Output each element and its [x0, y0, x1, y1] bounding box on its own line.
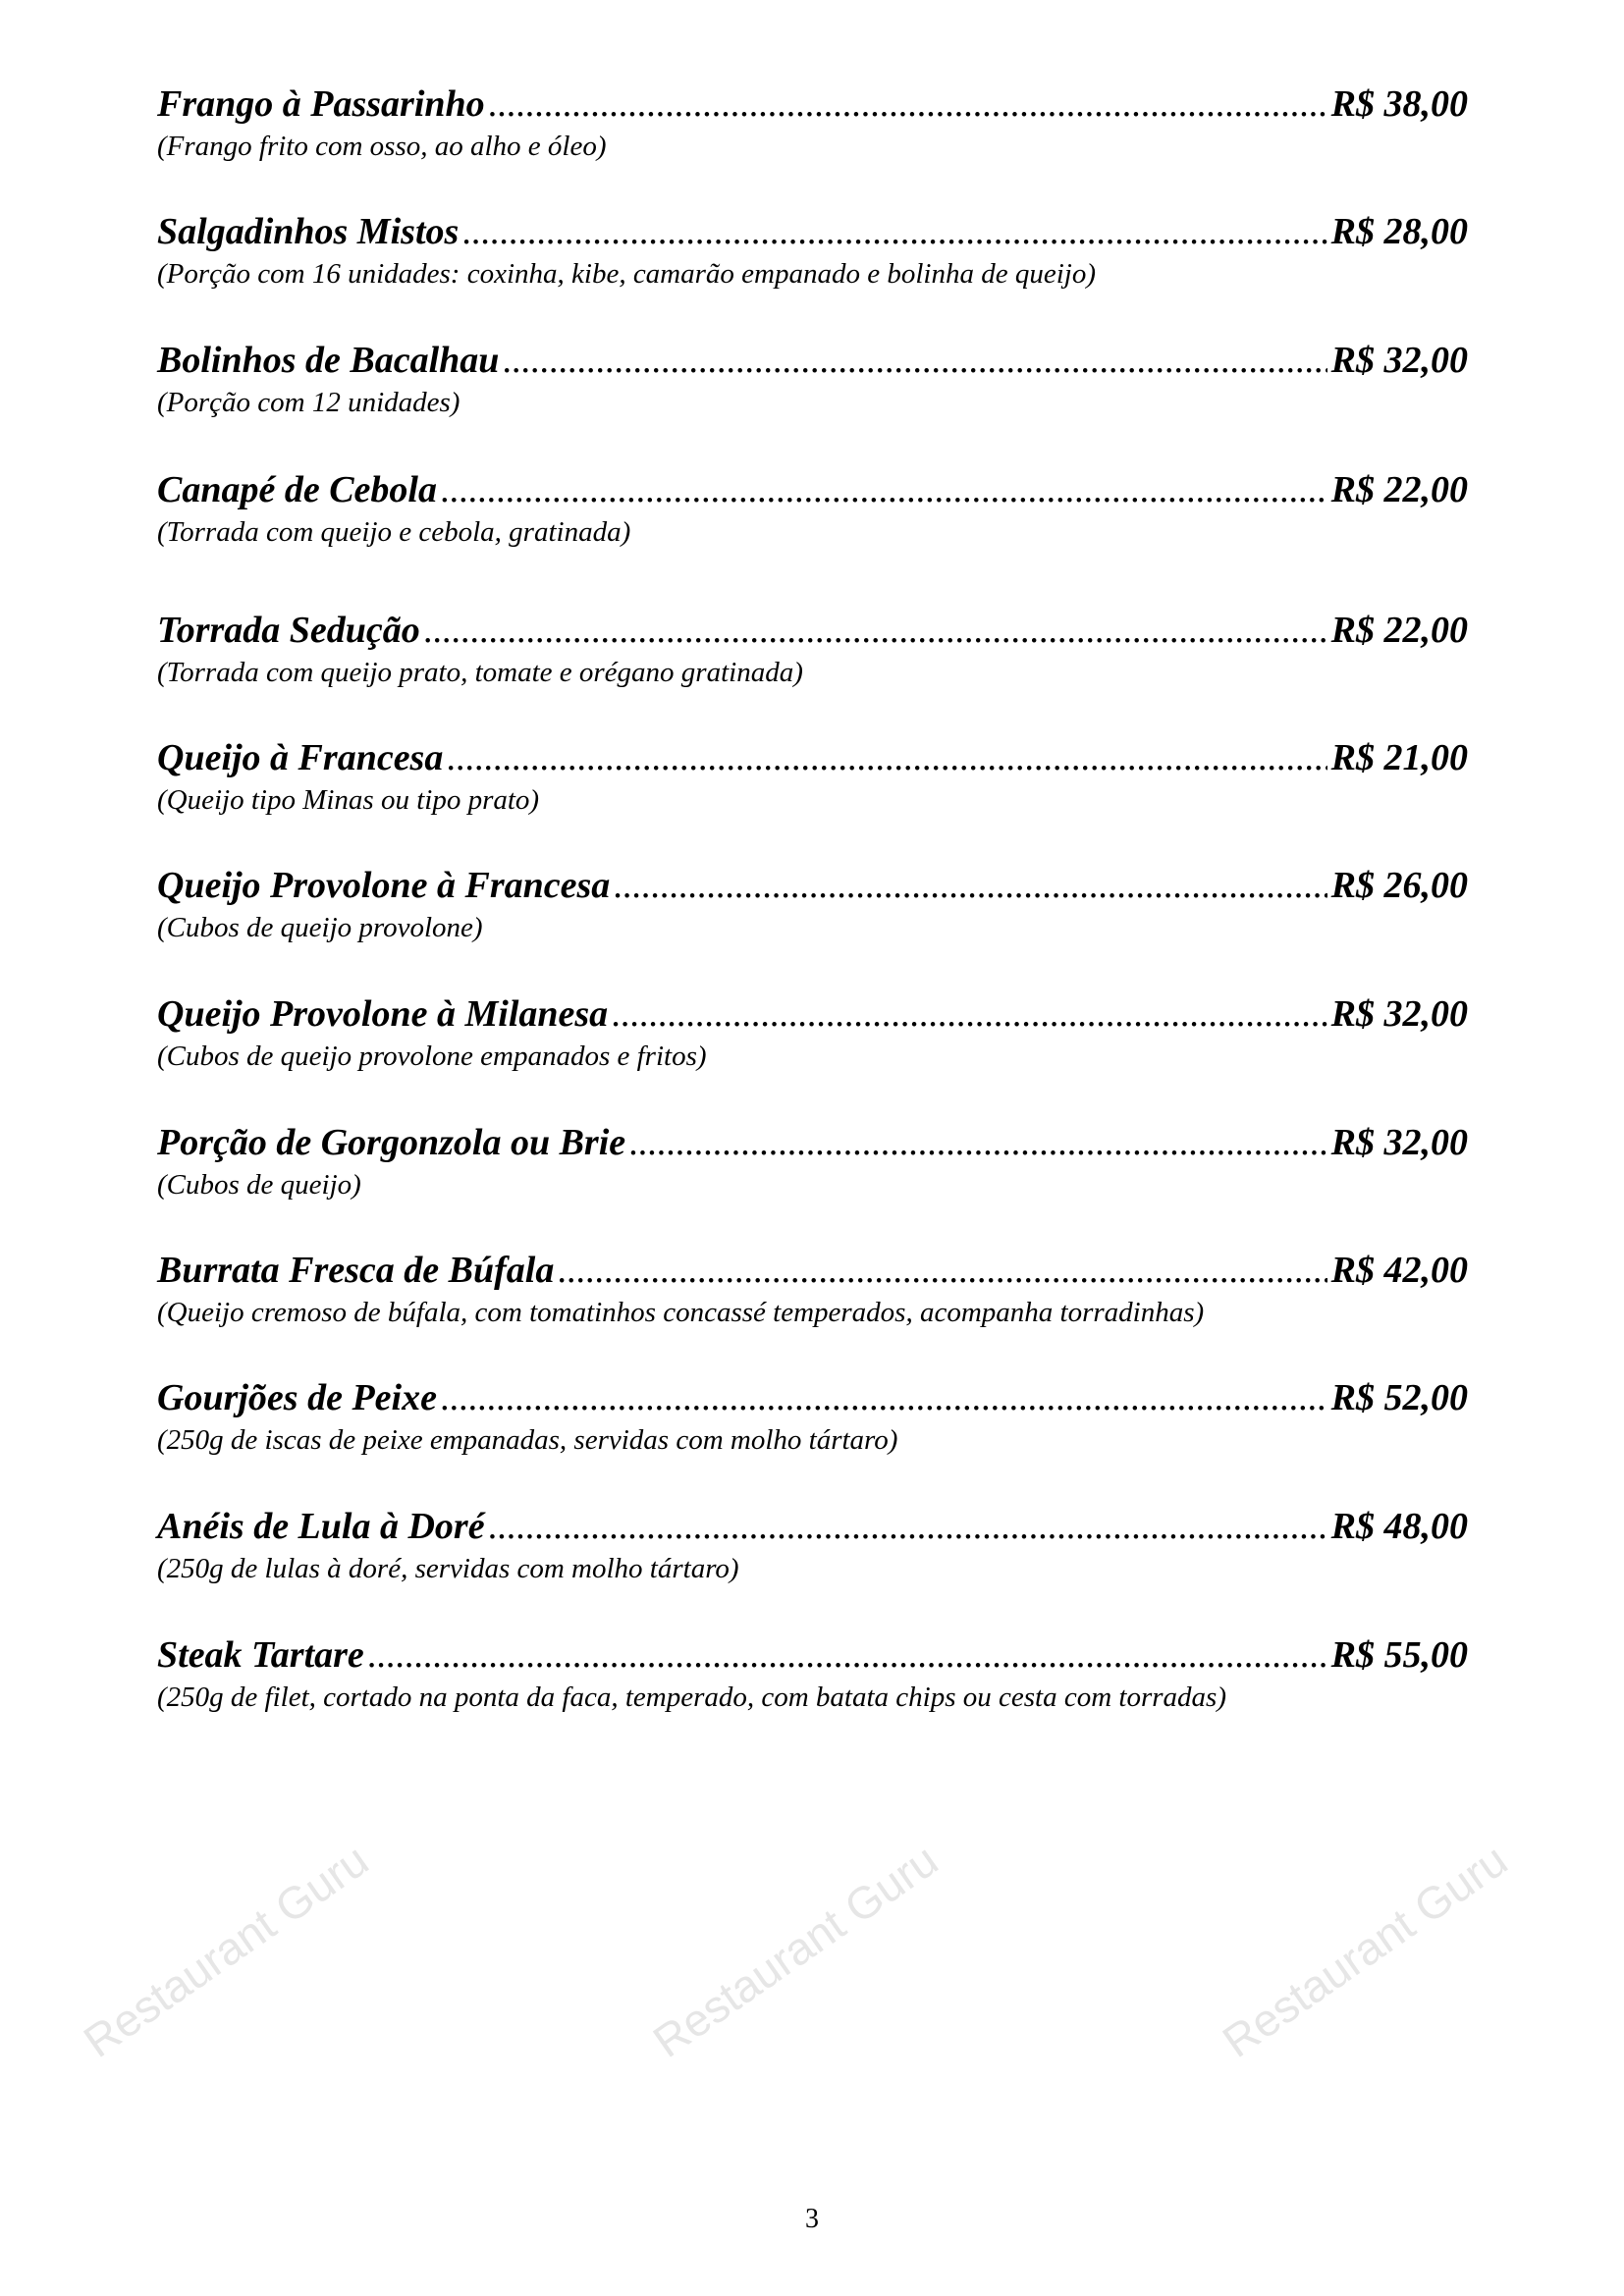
dot-leader	[441, 1374, 1327, 1421]
item-row	[157, 734, 1468, 781]
menu-item	[157, 1119, 1468, 1203]
item-description: (Torrada com queijo prato, tomate e orégano gratinada)	[157, 657, 803, 688]
item-price: R$ 22,00	[1330, 610, 1468, 651]
item-price: R$ 55,00	[1330, 1634, 1468, 1676]
item-price: R$ 48,00	[1330, 1506, 1468, 1547]
item-name: Anéis de Lula à Doré	[157, 1506, 485, 1547]
item-price: R$ 52,00	[1330, 1377, 1468, 1418]
menu-item	[157, 1503, 1468, 1587]
item-price: R$ 21,00	[1330, 737, 1468, 778]
item-description: (Queijo cremoso de búfala, com tomatinhos concassé temperados, acompanha torradinhas)	[157, 1297, 1205, 1328]
item-description: (Porção com 16 unidades: coxinha, kibe, camarão empanado e bolinha de queijo)	[157, 258, 1096, 290]
item-name: Canapé de Cebola	[157, 469, 437, 510]
item-price: R$ 42,00	[1330, 1250, 1468, 1291]
watermark: Restaurant Guru	[643, 1834, 947, 2067]
menu-item	[157, 466, 1468, 551]
item-description: (Queijo tipo Minas ou tipo prato)	[157, 784, 540, 816]
item-price: R$ 28,00	[1330, 211, 1468, 252]
item-row	[157, 1119, 1468, 1166]
item-description: (Frango frito com osso, ao alho e óleo)	[157, 131, 607, 162]
item-price: R$ 38,00	[1330, 83, 1468, 125]
item-row	[157, 862, 1468, 909]
item-price: R$ 26,00	[1330, 865, 1468, 906]
item-name: Burrata Fresca de Búfala	[157, 1250, 555, 1291]
dot-leader	[629, 1119, 1327, 1166]
item-name: Queijo Provolone à Francesa	[157, 865, 611, 906]
menu-item	[157, 862, 1468, 946]
item-description: (250g de filet, cortado na ponta da faca, temperado, com batata chips ou cesta com torradas)	[157, 1682, 1226, 1713]
item-description: (Cubos de queijo provolone)	[157, 912, 483, 943]
dot-leader	[612, 990, 1326, 1038]
item-row	[157, 990, 1468, 1038]
item-description: (250g de lulas à doré, servidas com molho tártaro)	[157, 1553, 739, 1584]
item-name: Steak Tartare	[157, 1634, 364, 1676]
menu-item	[157, 607, 1468, 691]
dot-leader	[503, 337, 1326, 384]
item-description: (Porção com 12 unidades)	[157, 387, 460, 418]
menu-item	[157, 734, 1468, 819]
dot-leader	[558, 1247, 1326, 1294]
page-number: 3	[805, 2204, 819, 2234]
item-row	[157, 607, 1468, 654]
item-row	[157, 80, 1468, 128]
item-price: R$ 32,00	[1330, 993, 1468, 1035]
item-price: R$ 22,00	[1330, 469, 1468, 510]
menu-item	[157, 208, 1468, 293]
dot-leader	[368, 1631, 1327, 1679]
menu-item	[157, 1631, 1468, 1716]
watermark: Restaurant Guru	[74, 1834, 378, 2067]
dot-leader	[489, 1503, 1327, 1550]
item-description: (Torrada com queijo e cebola, gratinada)	[157, 516, 631, 548]
item-row	[157, 1631, 1468, 1679]
menu-item	[157, 990, 1468, 1075]
dot-leader	[447, 734, 1326, 781]
menu-item	[157, 80, 1468, 165]
item-name: Torrada Sedução	[157, 610, 420, 651]
dot-leader	[489, 80, 1327, 128]
item-name: Queijo Provolone à Milanesa	[157, 993, 609, 1035]
item-name: Bolinhos de Bacalhau	[157, 340, 500, 381]
item-name: Porção de Gorgonzola ou Brie	[157, 1122, 626, 1163]
item-row	[157, 1247, 1468, 1294]
menu-item	[157, 1247, 1468, 1331]
item-price: R$ 32,00	[1330, 340, 1468, 381]
item-row	[157, 1503, 1468, 1550]
dot-leader	[614, 862, 1326, 909]
item-row	[157, 337, 1468, 384]
menu-item	[157, 337, 1468, 421]
item-description: (Cubos de queijo)	[157, 1169, 361, 1201]
item-name: Salgadinhos Mistos	[157, 211, 460, 252]
dot-leader	[441, 466, 1327, 513]
item-name: Frango à Passarinho	[157, 83, 485, 125]
dot-leader	[462, 208, 1326, 255]
watermark: Restaurant Guru	[1213, 1834, 1517, 2067]
menu-item	[157, 1374, 1468, 1459]
item-name: Queijo à Francesa	[157, 737, 444, 778]
dot-leader	[424, 607, 1327, 654]
item-row	[157, 1374, 1468, 1421]
item-description: (Cubos de queijo provolone empanados e fritos)	[157, 1041, 707, 1072]
item-row	[157, 208, 1468, 255]
item-row	[157, 466, 1468, 513]
item-description: (250g de iscas de peixe empanadas, servidas com molho tártaro)	[157, 1424, 898, 1456]
item-name: Gourjões de Peixe	[157, 1377, 437, 1418]
item-price: R$ 32,00	[1330, 1122, 1468, 1163]
